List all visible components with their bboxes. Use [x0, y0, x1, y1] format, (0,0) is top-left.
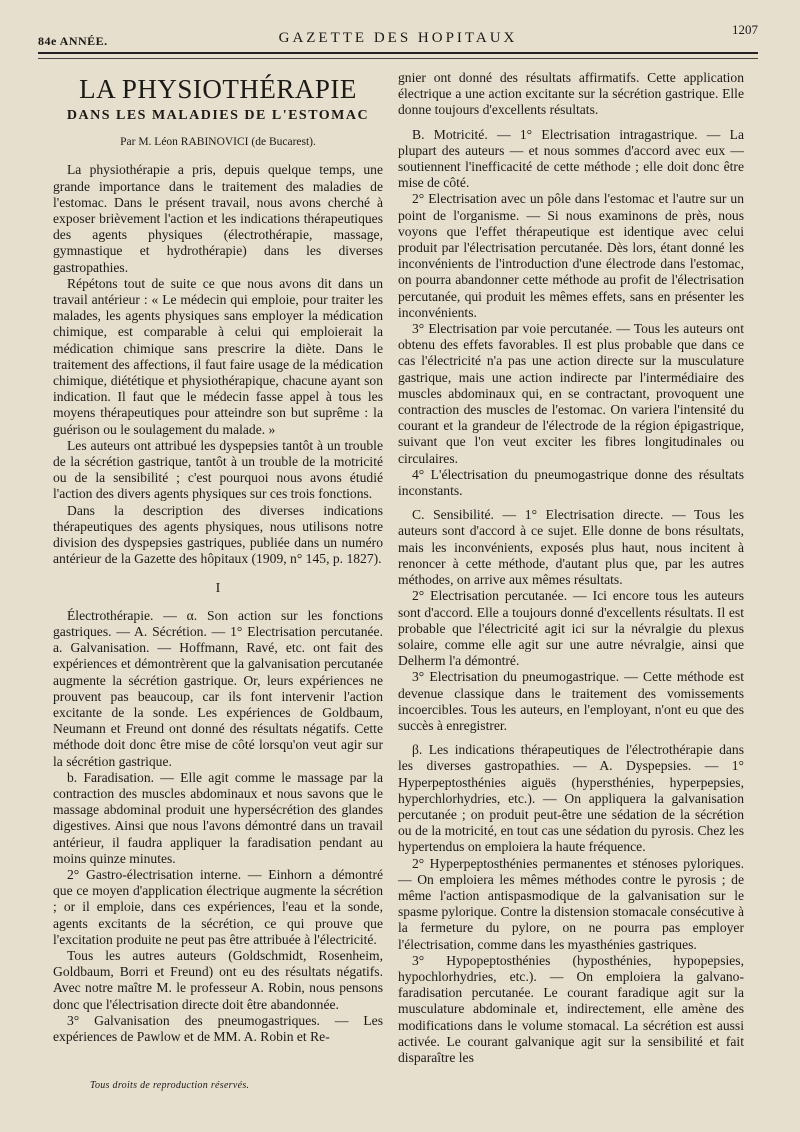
paragraph: b. Faradisation. — Elle agit comme le massage par la contraction des muscles abdominaux et nous savons que le massage abdominal produit une hypersécrétion des glandes digestives. Ainsi que nous l'avons démontré dans un travail antérieur, il faudra appliquer la faradisation pendant au moins quinze minutes. — [53, 769, 383, 866]
paragraph: 4° L'électrisation du pneumogastrique donne des résultats inconstants. — [398, 466, 744, 499]
paragraph: β. Les indications thérapeutiques de l'électrothérapie dans les diverses gastropathies. — A. Dyspepsies. — 1° Hyperpeptosthénies aiguës (hypersthénies, hyperpepsies, hyperchlorhydries, etc.). — On appliquera la galvanisation percutanée ; on produit peut-être une sédation de la sécrétion ou de la motricité, en tout cas une sédation du pyrosis. Chez les hypertendus on emploiera la haute fréquence. — [398, 742, 744, 855]
section-numeral: I — [215, 581, 221, 597]
paragraph: Tous les autres auteurs (Goldschmidt, Rosenheim, Goldbaum, Borri et Freund) ont eu des résultats négatifs. Avec notre maître M. le professeur A. Robin, nous pensons donc que l'électrisation directe doit être abandonnée. — [53, 947, 383, 1012]
copyright-footer: Tous droits de reproduction réservés. — [90, 1080, 250, 1091]
paragraph: B. Motricité. — 1° Electrisation intragastrique. — La plupart des auteurs — et nous sommes d'accord avec eux — soutiennent l'inefficacité de cette méthode ; elle doit donc être mise de côté. — [398, 126, 744, 191]
paragraph: gnier ont donné des résultats affirmatifs. Cette application électrique a une action excitante sur la sécrétion gastrique. Elle donne toujours d'excellents résultats. — [398, 70, 744, 118]
header-year: 84e ANNÉE. — [38, 34, 108, 48]
paragraph: Les auteurs ont attribué les dyspepsies tantôt à un trouble de la sécrétion gastrique, tantôt à un trouble de la motricité ou de la sensibilité ; c'est pourquoi nous avons étudié l'action des divers agents physiques sur ces trois fonctions. — [53, 437, 383, 502]
journal-title: GAZETTE DES HOPITAUX — [278, 30, 518, 46]
paragraph: 2° Electrisation avec un pôle dans l'estomac et l'autre sur un point de l'organisme. — Si nous examinons de près, nous voyons que l'effet thérapeutique est identique avec celui produit par l'électrisation percutanée. Dès lors, étant donné les inconvénients de l'introduction d'une électrode dans l'estomac, on pourra abandonner cette méthode au profit de l'électrisation percutanée, qui produit les mêmes effets, sans en présenter les inconvénients. — [398, 191, 744, 320]
paragraph: 3° Electrisation du pneumogastrique. — Cette méthode est devenue classique dans le traitement des vomissements incoercibles. Tous les auteurs, en l'employant, n'ont eu que des succès à enregistrer. — [398, 669, 744, 733]
paragraph: Dans la description des diverses indications thérapeutiques des agents physiques, nous utilisons notre division des dyspepsies gastriques, publiée dans un numéro antérieur de la Gazette des hôpitaux (1909, n° 145, p. 1827). — [53, 502, 383, 567]
header-rule-thin — [38, 58, 758, 59]
paragraph: Répétons tout de suite ce que nous avons dit dans un travail antérieur : « Le médecin qui emploie, pour traiter les malades, les agents physiques sans employer la médication chimique, est comparable à celui qui emploierait la médication chimique sans prescrire la diète. Dans le traitement des affections, il faut faire usage de la médication chimique, diététique et physiothérapique, chacune ayant son indication. Il faut que le médecin fasse appel à tous les moyens thérapeutiques pour atteindre son but suprême : la guérison ou le soulagement du malade. » — [53, 275, 383, 437]
paragraph: 3° Electrisation par voie percutanée. — Tous les auteurs ont obtenu des effets favorables. Il est plus probable que dans ce cas l'électricité n'a pas une action directe sur la musculature gastrique, mais une action indirecte par l'intermédiaire des muscles abdominaux qui, en se contractant, provoquent une contraction des muscles de l'estomac. On variera l'intensité du courant et la grandeur de l'électrode de la région épigastrique, suivant que l'on veut exciter les fibres longitudinales ou circulaires. — [398, 321, 744, 466]
article-title: LA PHYSIOTHÉRAPIE — [79, 74, 357, 104]
article-byline: Par M. Léon RABINOVICI (de Bucarest). — [120, 136, 316, 149]
paragraph: C. Sensibilité. — 1° Electrisation directe. — Tous les auteurs sont d'accord à ce sujet. Elle donne de bons résultats, mais les inconvénients, exposés plus haut, nous incitent à renoncer à cette méthode, d'autant plus que, par les autres méthodes, on arrive aux mêmes résultats. — [398, 507, 744, 588]
header-rule-thick — [38, 52, 758, 54]
paragraph: 3° Hypopeptosthénies (hyposthénies, hypopepsies, hypochlorhydries, etc.). — On emploiera la galvano-faradisation percutanée. Le courant faradique agit sur la musculature abdominale et, indirectement, elle amène des modifications dans le volume stomacal. La sécrétion est aussi activée. Le courant galvanique agit sur la sensibilité et fait disparaître les — [398, 952, 744, 1065]
article-subtitle: DANS LES MALADIES DE L'ESTOMAC — [66, 108, 370, 123]
right-column — [398, 70, 744, 1066]
paragraph: La physiothérapie a pris, depuis quelque temps, une grande importance dans le traitement des maladies de l'estomac. Dans le présent travail, nous avons cherché à exposer brièvement l'action et les indications thérapeutiques des agents physiques (électrothérapie, massage, gymnastique et hydrothérapie) dans les diverses gastropathies. — [53, 162, 383, 275]
paragraph: 3° Galvanisation des pneumogastriques. — Les expériences de Pawlow et de MM. A. Robin et Re- — [53, 1012, 383, 1044]
paragraph: 2° Hyperpeptosthénies permanentes et sténoses pyloriques. — On emploiera les mêmes méthodes contre le pyrosis ; de même l'action antispasmodique de la galvanisation sur le spasme pylorique. Contre la distension stomacale consécutive à la fermeture du pylore, on ne pourra pas employer l'électrisation, comme dans les myasthénies gastriques. — [398, 855, 744, 952]
paragraph: 2° Gastro-électrisation interne. — Einhorn a démontré que ce moyen d'application électrique augmente la sécrétion ; or il emploie, dans ces expériences, l'eau et la sonde, agents excitants de la sécrétion, ce qui prouve que l'excitation produite ne peut pas être attribuée à l'électricité. — [53, 866, 383, 947]
page-header — [38, 22, 758, 48]
left-column — [53, 70, 383, 1045]
paragraph: Électrothérapie. — α. Son action sur les fonctions gastriques. — A. Sécrétion. — 1° Electrisation percutanée. a. Galvanisation. — Hoffmann, Ravé, etc. ont fait des expériences et démontrèrent que la galvanisation percutanée augmente la sécrétion gastrique. Or, leurs expériences ne prouvent pas beaucoup, car ils font intervenir l'action excitante de la sonde. Les expériences de Goldbaum, Neumann et Freund ont donné des résultats négatifs. Cette méthode doit donc être mise de côté lorsqu'on veut agir sur la sécrétion gastrique. — [53, 607, 383, 769]
paragraph: 2° Electrisation percutanée. — Ici encore tous les auteurs sont d'accord. Elle a toujours donné d'excellents résultats. Il est probable que l'électricité agit ici sur la névralgie du plexus solaire, comme elle agit sur une autre névralgie, ainsi que Delherm l'a démontré. — [398, 588, 744, 669]
page-number: 1207 — [732, 22, 758, 37]
